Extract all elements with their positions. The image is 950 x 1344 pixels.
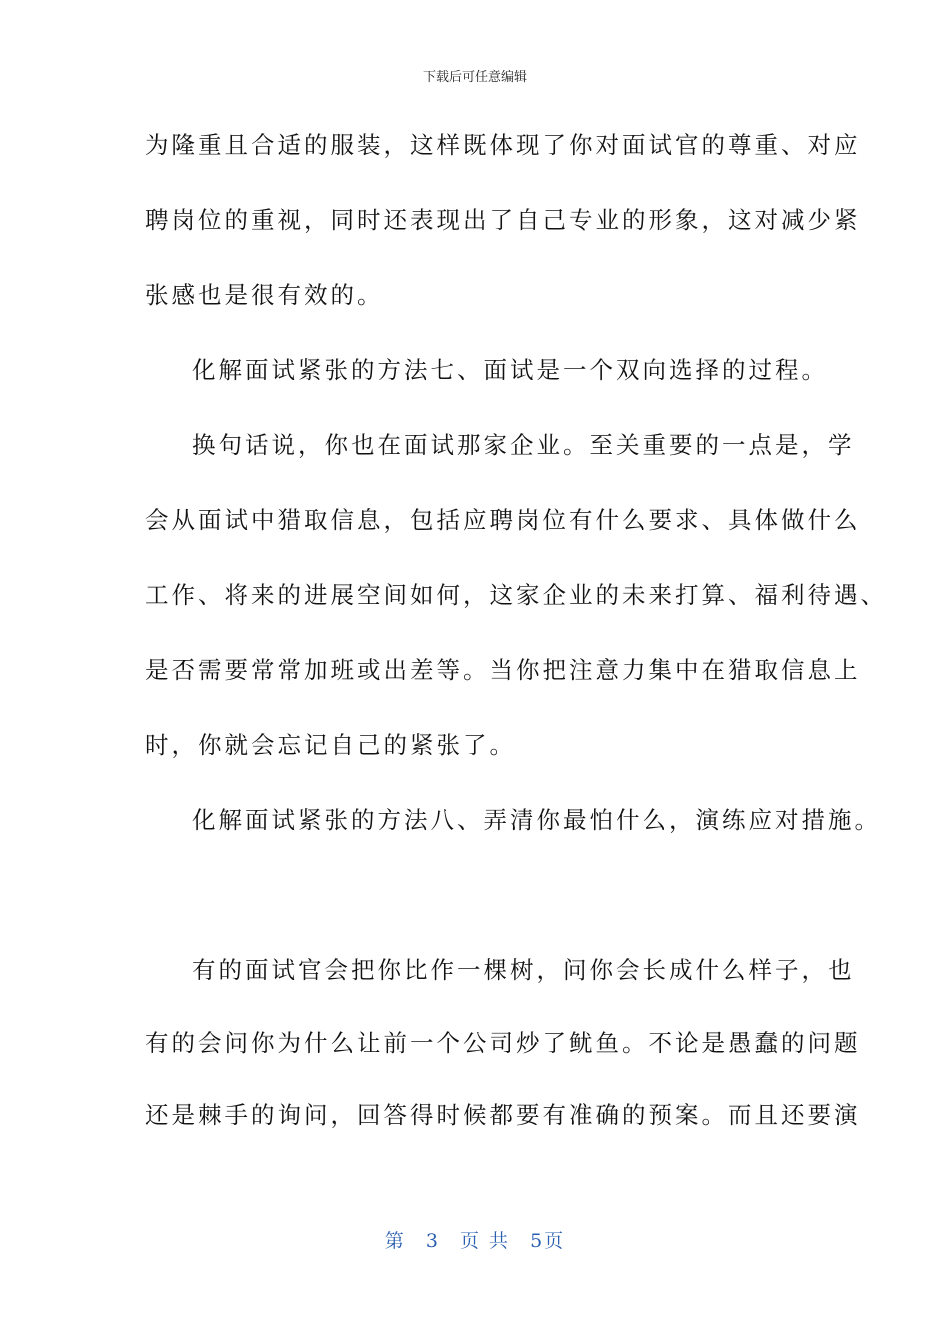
- page-footer: [0, 1226, 950, 1253]
- footer-current-page: 3: [425, 1230, 440, 1252]
- footer-prefix: 第: [384, 1230, 406, 1252]
- paragraph-line: 有的面试官会把你比作一棵树，问你会长成什么样子，也: [192, 956, 855, 984]
- paragraph-line: 会从面试中猎取信息，包括应聘岗位有什么要求、具体做什么: [145, 506, 861, 534]
- paragraph-line: 换句话说，你也在面试那家企业。至关重要的一点是，学: [192, 431, 855, 459]
- paragraph-line: 有的会问你为什么让前一个公司炒了鱿鱼。不论是愚蠢的问题: [145, 1029, 861, 1057]
- paragraph-line: 还是棘手的询问，回答得时候都要有准确的预案。而且还要演: [145, 1101, 861, 1129]
- page-header: 下载后可任意编辑: [422, 70, 527, 85]
- paragraph-line: 化解面试紧张的方法七、面试是一个双向选择的过程。: [192, 356, 828, 384]
- paragraph-line: 化解面试紧张的方法八、弄清你最怕什么，演练应对措施。: [192, 806, 881, 834]
- paragraph-line: 时，你就会忘记自己的紧张了。: [145, 731, 516, 759]
- paragraph-line: 为隆重且合适的服装，这样既体现了你对面试官的尊重、对应: [145, 131, 861, 159]
- paragraph-line: 是否需要常常加班或出差等。当你把注意力集中在猎取信息上: [145, 656, 861, 684]
- paragraph-line: 工作、将来的进展空间如何，这家企业的未来打算、福利待遇、: [145, 581, 887, 609]
- paragraph-line: 张感也是很有效的。: [145, 281, 384, 309]
- paragraph-line: 聘岗位的重视，同时还表现出了自己专业的形象，这对减少紧: [145, 206, 861, 234]
- footer-total-pages: 5页: [530, 1230, 566, 1252]
- footer-middle: 页 共: [460, 1230, 511, 1252]
